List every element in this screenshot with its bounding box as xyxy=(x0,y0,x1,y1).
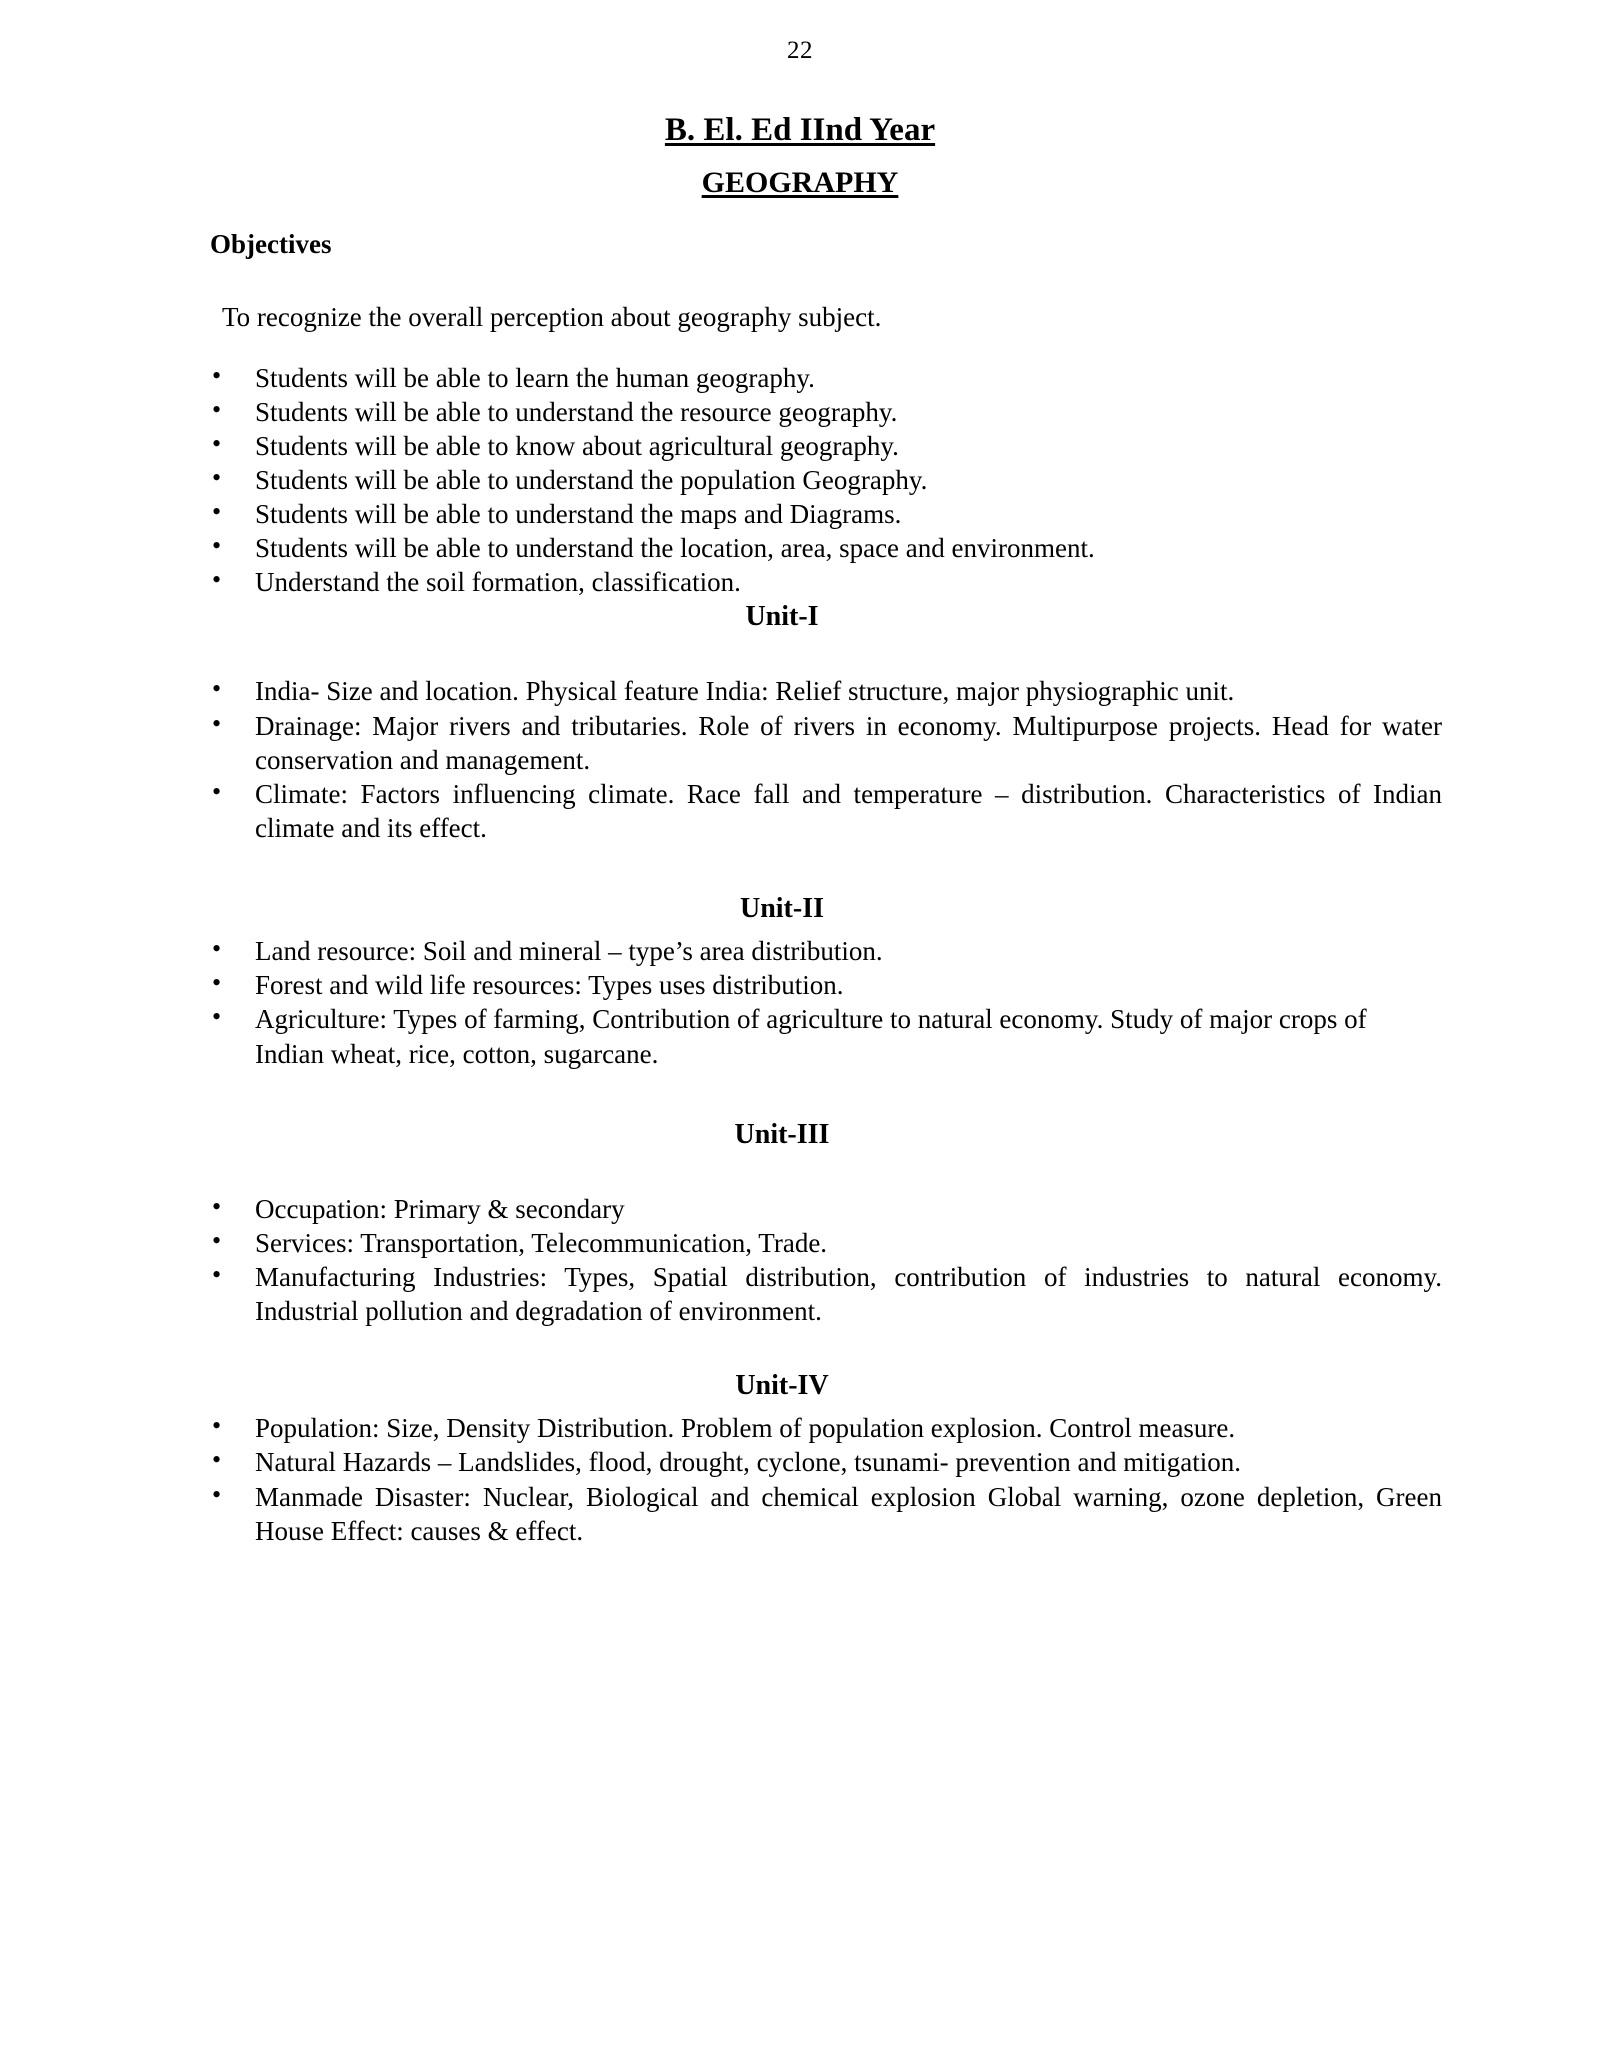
document-subject-text: GEOGRAPHY xyxy=(701,166,899,199)
unit-list-2 xyxy=(210,934,1442,1071)
list-item: • Manmade Disaster: Nuclear, Biological and chemical explosion Global warning, ozone depletion, Green House Effect: causes & effect. xyxy=(210,1480,1442,1548)
document-body xyxy=(210,228,1442,1548)
list-item: • Natural Hazards – Landslides, flood, drought, cyclone, tsunami- prevention and mitigation. xyxy=(210,1445,1442,1479)
list-item: • Drainage: Major rivers and tributaries. Role of rivers in economy. Multipurpose projects. Head for water conservation and management. xyxy=(210,709,1442,777)
list-item: • Land resource: Soil and mineral – type’s area distribution. xyxy=(210,934,1442,968)
document-title xyxy=(0,110,1600,150)
list-item: • Students will be able to understand the maps and Diagrams. xyxy=(210,497,1442,531)
list-item: • Agriculture: Types of farming, Contribution of agriculture to natural economy. Study of major crops of Indian wheat, rice, cotton, sugarcane. xyxy=(210,1002,1442,1070)
unit-heading-3: Unit-III xyxy=(734,1118,830,1150)
list-item: • Students will be able to understand the population Geography. xyxy=(210,463,1442,497)
unit-list-1 xyxy=(210,674,1442,845)
objectives-intro: To recognize the overall perception about geography subject. xyxy=(222,301,882,332)
unit-list-3 xyxy=(210,1192,1442,1329)
list-item: • Students will be able to know about agricultural geography. xyxy=(210,429,1442,463)
document-title-text: B. El. Ed IInd Year xyxy=(664,112,936,148)
objectives-heading: Objectives xyxy=(210,229,332,259)
list-item: • Forest and wild life resources: Types uses distribution. xyxy=(210,968,1442,1002)
list-item: • Population: Size, Density Distribution. Problem of population explosion. Control measure. xyxy=(210,1411,1442,1445)
list-item: • Students will be able to understand the resource geography. xyxy=(210,395,1442,429)
objectives-list xyxy=(210,361,1442,600)
list-item: • Students will be able to understand the location, area, space and environment. xyxy=(210,531,1442,565)
list-item: • Students will be able to learn the human geography. xyxy=(210,361,1442,395)
unit-heading-4: Unit-IV xyxy=(735,1370,829,1402)
document-subject-title xyxy=(0,165,1600,202)
unit-list-4 xyxy=(210,1411,1442,1548)
list-item: • Occupation: Primary & secondary xyxy=(210,1192,1442,1226)
list-item: • India- Size and location. Physical feature India: Relief structure, major physiographic unit. xyxy=(210,674,1442,708)
unit-heading-2: Unit-II xyxy=(739,893,824,925)
page-number: 22 xyxy=(787,37,813,64)
list-item: • Climate: Factors influencing climate. Race fall and temperature – distribution. Characteristics of Indian climate and its effect. xyxy=(210,777,1442,845)
list-item: • Manufacturing Industries: Types, Spatial distribution, contribution of industries to natural economy. Industrial pollution and degradation of environment. xyxy=(210,1260,1442,1328)
unit-heading-1: Unit-I xyxy=(745,601,819,633)
list-item: • Services: Transportation, Telecommunication, Trade. xyxy=(210,1226,1442,1260)
list-item: • Understand the soil formation, classification. xyxy=(210,565,1442,599)
